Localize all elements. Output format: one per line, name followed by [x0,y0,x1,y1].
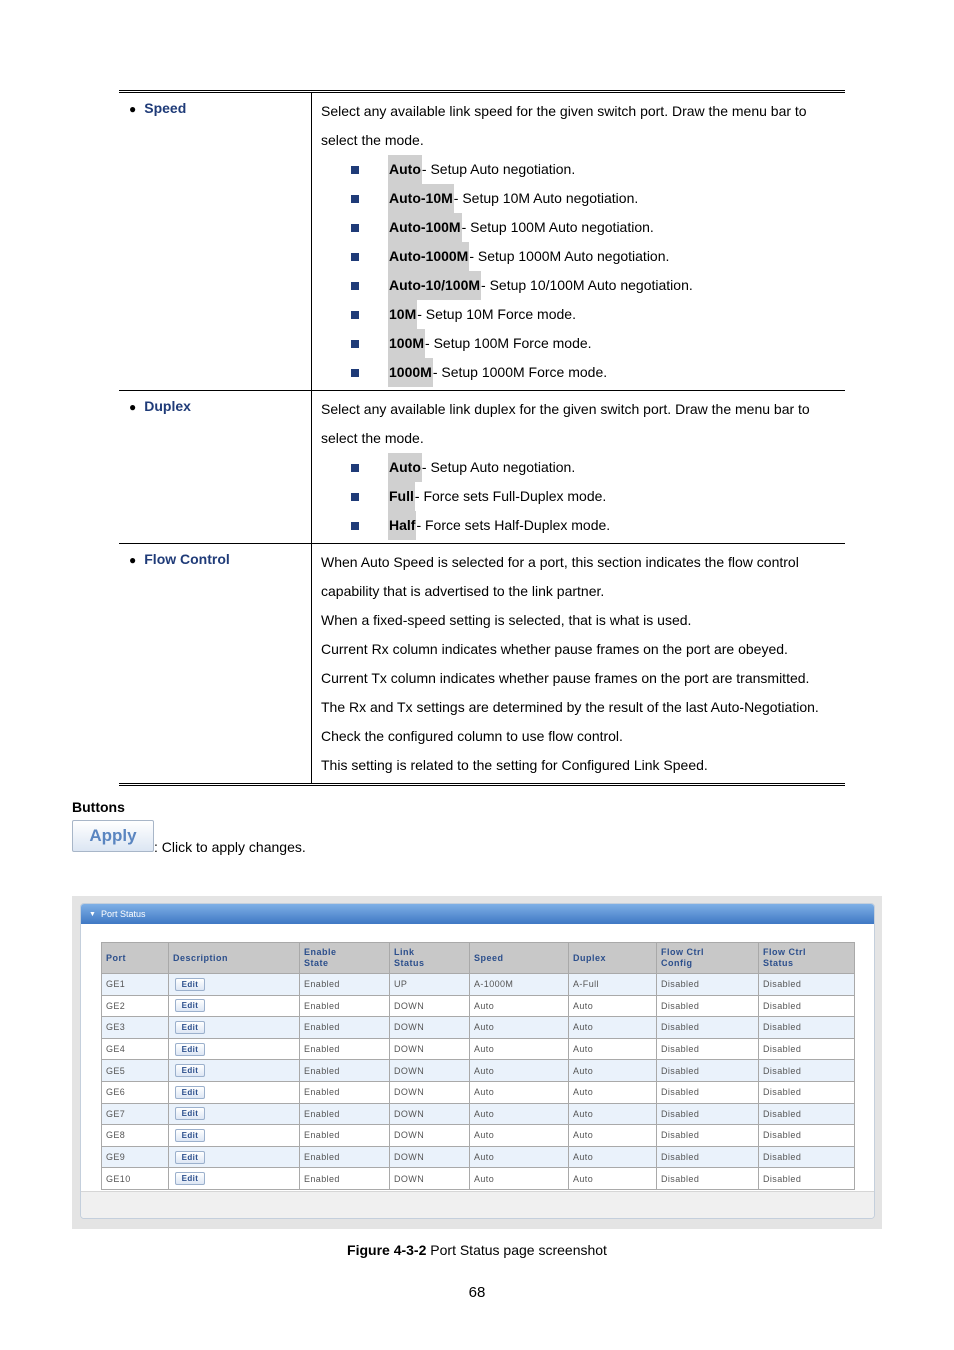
table-cell: Disabled [759,1168,855,1190]
description-cell [169,974,300,996]
param-description [312,93,845,390]
param-line: Check the configured column to use flow control. [321,728,623,744]
table-cell: Auto [569,1060,657,1082]
table-row [102,1081,855,1103]
table-cell: GE8 [102,1125,169,1147]
table-cell: DOWN [390,1125,470,1147]
square-bullet-icon [351,493,359,501]
edit-button[interactable]: Edit [175,1043,205,1056]
table-cell: UP [390,974,470,996]
table-row [102,1125,855,1147]
page-number: 68 [468,1284,486,1301]
figure-caption: Figure 4-3-2 Port Status page screenshot [347,1242,607,1258]
table-cell: Auto [569,995,657,1017]
table-cell: Enabled [300,1146,390,1168]
square-bullet-icon [351,253,359,261]
table-cell: A-1000M [470,974,569,996]
table-cell: DOWN [390,1038,470,1060]
bullet-icon: ● [129,102,137,116]
apply-description: : Click to apply changes. [154,839,306,855]
table-row [102,1060,855,1082]
table-row [102,1103,855,1125]
table-cell: GE10 [102,1168,169,1190]
option-item: 10M - Setup 10M Force mode. [321,300,837,329]
param-row-speed [119,93,845,391]
table-cell: Disabled [759,974,855,996]
square-bullet-icon [351,369,359,377]
table-cell: Disabled [657,1017,759,1039]
table-cell: Enabled [300,1060,390,1082]
square-bullet-icon [351,166,359,174]
table-cell: DOWN [390,1103,470,1125]
table-cell: Auto [569,1168,657,1190]
description-cell [169,1017,300,1039]
param-line: Current Rx column indicates whether pause frames on the port are obeyed. [321,641,788,657]
port-status-screenshot [72,896,882,1229]
table-row [102,1017,855,1039]
option-item: Auto-100M - Setup 100M Auto negotiation. [321,213,837,242]
table-cell: Auto [470,1038,569,1060]
edit-button[interactable]: Edit [175,1021,205,1034]
column-header: Speed [470,943,569,974]
column-header: Duplex [569,943,657,974]
table-cell: Disabled [657,1060,759,1082]
param-intro: Select any available link speed for the given switch port. Draw the menu bar to select the mode. [321,103,807,148]
bullet-icon: ● [129,400,137,414]
port-status-panel [80,903,875,1219]
description-cell [169,995,300,1017]
table-cell: DOWN [390,1146,470,1168]
table-cell: Auto [569,1103,657,1125]
table-cell: A-Full [569,974,657,996]
table-header-row [102,943,855,974]
table-cell: Disabled [657,1125,759,1147]
table-cell: Disabled [759,1017,855,1039]
param-line: Current Tx column indicates whether pause frames on the port are transmitted. [321,670,810,686]
table-row [102,1168,855,1190]
table-cell: GE9 [102,1146,169,1168]
option-item: 100M - Setup 100M Force mode. [321,329,837,358]
table-cell: Disabled [657,1038,759,1060]
table-cell: DOWN [390,1168,470,1190]
param-row-duplex [119,391,845,544]
apply-button[interactable]: Apply [72,820,154,852]
table-cell: Enabled [300,1103,390,1125]
edit-button[interactable]: Edit [175,1107,205,1120]
option-item: Auto - Setup Auto negotiation. [321,155,837,184]
table-cell: Disabled [657,974,759,996]
edit-button[interactable]: Edit [175,1064,205,1077]
port-table-body [102,974,855,1190]
table-cell: Auto [470,1168,569,1190]
param-description [312,391,845,543]
option-item: Auto-1000M - Setup 1000M Auto negotiation. [321,242,837,271]
param-name: ● Duplex [119,391,312,543]
description-cell [169,1103,300,1125]
table-cell: Disabled [759,1146,855,1168]
table-cell: Enabled [300,1038,390,1060]
table-cell: Disabled [759,1060,855,1082]
edit-button[interactable]: Edit [175,1151,205,1164]
description-cell [169,1060,300,1082]
param-line: This setting is related to the setting for Configured Link Speed. [321,757,708,773]
table-cell: Disabled [657,1168,759,1190]
parameter-table [119,90,845,786]
table-cell: GE2 [102,995,169,1017]
panel-footer [81,1191,874,1218]
param-intro: Select any available link duplex for the given switch port. Draw the menu bar to select the mode. [321,401,810,446]
table-cell: Disabled [759,1125,855,1147]
param-line: When Auto Speed is selected for a port, this section indicates the flow control capability that is advertised to the link partner. [321,554,799,599]
edit-button[interactable]: Edit [175,1086,205,1099]
panel-title-bar[interactable] [81,904,874,924]
table-cell: GE7 [102,1103,169,1125]
square-bullet-icon [351,282,359,290]
table-cell: Disabled [759,1081,855,1103]
param-description [312,544,845,783]
param-line: The Rx and Tx settings are determined by the result of the last Auto-Negotiation. [321,699,819,715]
table-cell: Auto [470,1125,569,1147]
table-cell: Auto [470,1081,569,1103]
column-header: Flow Ctrl Status [759,943,855,974]
edit-button[interactable]: Edit [175,1129,205,1142]
description-cell [169,1081,300,1103]
column-header: Description [169,943,300,974]
square-bullet-icon [351,522,359,530]
option-item: Half - Force sets Half-Duplex mode. [321,511,837,540]
table-cell: GE6 [102,1081,169,1103]
option-item: 1000M - Setup 1000M Force mode. [321,358,837,387]
table-row [102,974,855,996]
table-cell: GE1 [102,974,169,996]
edit-button[interactable]: Edit [175,978,205,991]
table-cell: Auto [569,1125,657,1147]
option-item: Auto-10M - Setup 10M Auto negotiation. [321,184,837,213]
param-row-flow-control [119,544,845,783]
square-bullet-icon [351,195,359,203]
table-cell: Enabled [300,1017,390,1039]
table-cell: Disabled [657,1146,759,1168]
table-cell: DOWN [390,1017,470,1039]
table-cell: Disabled [657,1103,759,1125]
table-cell: GE5 [102,1060,169,1082]
table-cell: Auto [569,1146,657,1168]
table-row [102,995,855,1017]
table-cell: DOWN [390,1081,470,1103]
table-cell: Enabled [300,995,390,1017]
table-cell: Enabled [300,1081,390,1103]
bullet-icon: ● [129,553,137,567]
table-cell: Enabled [300,1125,390,1147]
description-cell [169,1146,300,1168]
port-status-table [101,942,855,1190]
table-cell: Auto [470,1060,569,1082]
table-cell: Auto [470,995,569,1017]
table-cell: Auto [470,1017,569,1039]
description-cell [169,1168,300,1190]
param-name: ● Flow Control [119,544,312,783]
param-name: ● Speed [119,93,312,390]
table-row [102,1038,855,1060]
table-cell: Auto [470,1146,569,1168]
table-cell: Disabled [759,995,855,1017]
description-cell [169,1125,300,1147]
table-cell: DOWN [390,1060,470,1082]
table-cell: Auto [569,1038,657,1060]
panel-title: Port Status [100,909,146,919]
description-cell [169,1038,300,1060]
table-cell: Auto [569,1081,657,1103]
table-cell: Enabled [300,1168,390,1190]
table-cell: Auto [470,1103,569,1125]
column-header: Port [102,943,169,974]
square-bullet-icon [351,311,359,319]
buttons-heading: Buttons [72,799,125,815]
table-cell: DOWN [390,995,470,1017]
edit-button[interactable]: Edit [175,999,205,1012]
square-bullet-icon [351,340,359,348]
column-header: Enable State [300,943,390,974]
table-cell: Auto [569,1017,657,1039]
square-bullet-icon [351,464,359,472]
option-item: Auto - Setup Auto negotiation. [321,453,837,482]
option-item: Full - Force sets Full-Duplex mode. [321,482,837,511]
column-header: Flow Ctrl Config [657,943,759,974]
table-cell: Enabled [300,974,390,996]
param-line: When a fixed-speed setting is selected, that is what is used. [321,612,692,628]
table-cell: GE4 [102,1038,169,1060]
collapse-arrow-icon[interactable]: ▼ [89,910,96,918]
table-row [102,1146,855,1168]
square-bullet-icon [351,224,359,232]
table-cell: Disabled [657,1081,759,1103]
option-item: Auto-10/100M - Setup 10/100M Auto negotiation. [321,271,837,300]
edit-button[interactable]: Edit [175,1172,205,1185]
table-cell: Disabled [657,995,759,1017]
table-cell: GE3 [102,1017,169,1039]
column-header: Link Status [390,943,470,974]
table-cell: Disabled [759,1038,855,1060]
table-cell: Disabled [759,1103,855,1125]
